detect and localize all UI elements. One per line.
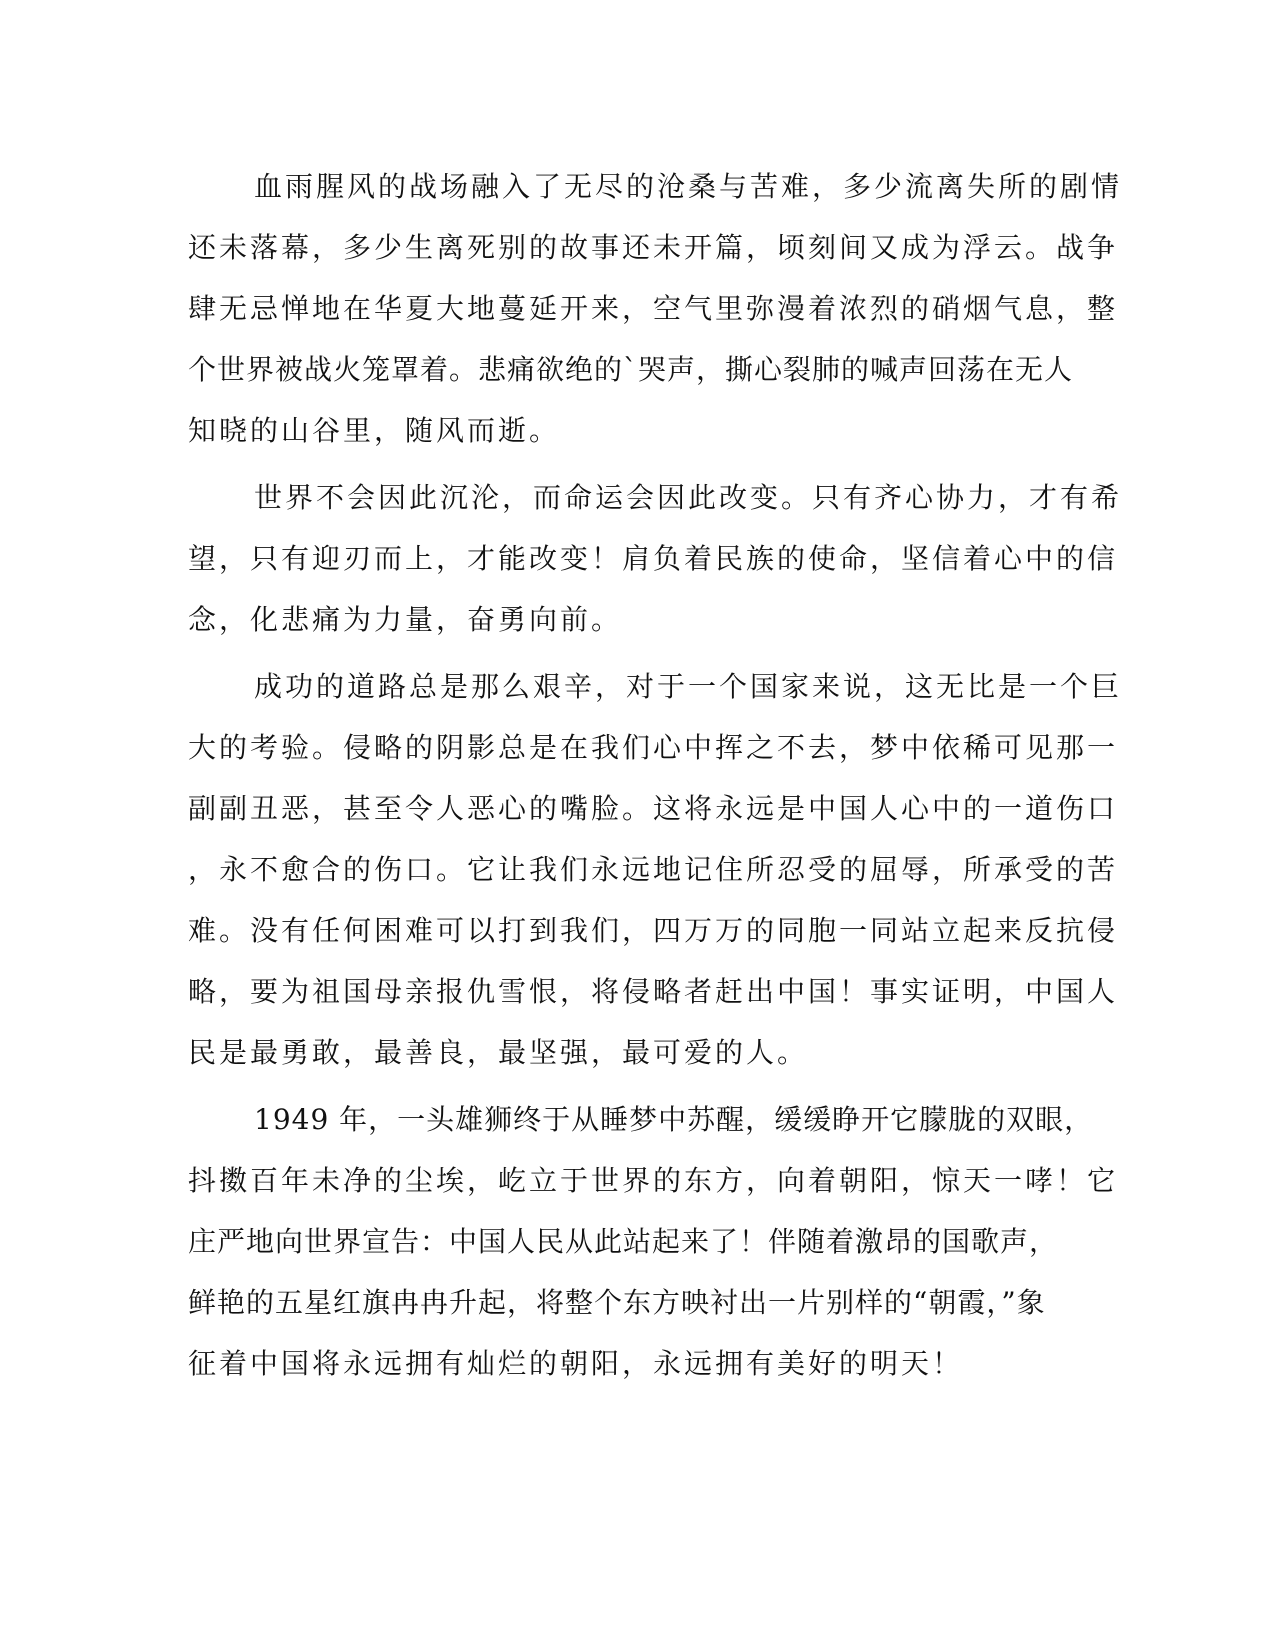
paragraph-2 <box>188 467 1123 650</box>
text-line: 还未落幕，多少生离死别的故事还未开篇，顷刻间又成为浮云。战争 <box>188 231 1119 264</box>
text-line: 副副丑恶，甚至令人恶心的嘴脸。这将永远是中国人心中的一道伤口 <box>188 792 1119 825</box>
text-line: 血雨腥风的战场融入了无尽的沧桑与苦难，多少流离失所的剧情 <box>254 170 1123 203</box>
paragraph-1 <box>188 156 1123 461</box>
text-line: 抖擞百年未净的尘埃，屹立于世界的东方，向着朝阳，惊天一哮！它 <box>188 1164 1119 1197</box>
text-line: 念，化悲痛为力量，奋勇向前。 <box>188 603 623 636</box>
document-body <box>188 156 1123 1394</box>
text-line: 望，只有迎刃而上，才能改变！肩负着民族的使命，坚信着心中的信 <box>188 542 1119 575</box>
text-line: 民是最勇敢，最善良，最坚强，最可爱的人。 <box>188 1036 809 1069</box>
text-line: 鲜艳的五星红旗冉冉升起，将整个东方映衬出一片别样的“朝霞，”象 <box>188 1286 1046 1319</box>
text-line: 征着中国将永远拥有灿烂的朝阳，永远拥有美好的明天！ <box>188 1347 964 1380</box>
text-line: 知晓的山谷里，随风而逝。 <box>188 414 561 447</box>
text-line: 世界不会因此沉沦，而命运会因此改变。只有齐心协力，才有希 <box>254 481 1123 514</box>
text-line: 个世界被战火笼罩着。悲痛欲绝的`哭声，撕心裂肺的喊声回荡在无人 <box>188 353 1074 386</box>
text-line: 大的考验。侵略的阴影总是在我们心中挥之不去，梦中依稀可见那一 <box>188 731 1119 764</box>
text-line: 庄严地向世界宣告：中国人民从此站起来了！伴随着激昂的国歌声， <box>188 1225 1059 1258</box>
text-line: 成功的道路总是那么艰辛，对于一个国家来说，这无比是一个巨 <box>254 670 1123 703</box>
text-line: 难。没有任何困难可以打到我们，四万万的同胞一同站立起来反抗侵 <box>188 914 1119 947</box>
text-line: 1949 年，一头雄狮终于从睡梦中苏醒，缓缓睁开它朦胧的双眼， <box>254 1103 1094 1136</box>
text-line: 略，要为祖国母亲报仇雪恨，将侵略者赶出中国！事实证明，中国人 <box>188 975 1119 1008</box>
text-line: 肆无忌惮地在华夏大地蔓延开来，空气里弥漫着浓烈的硝烟气息，整 <box>188 292 1119 325</box>
text-line: ，永不愈合的伤口。它让我们永远地记住所忍受的屈辱，所承受的苦 <box>188 853 1119 886</box>
paragraph-4 <box>188 1089 1119 1394</box>
paragraph-3 <box>188 656 1123 1083</box>
